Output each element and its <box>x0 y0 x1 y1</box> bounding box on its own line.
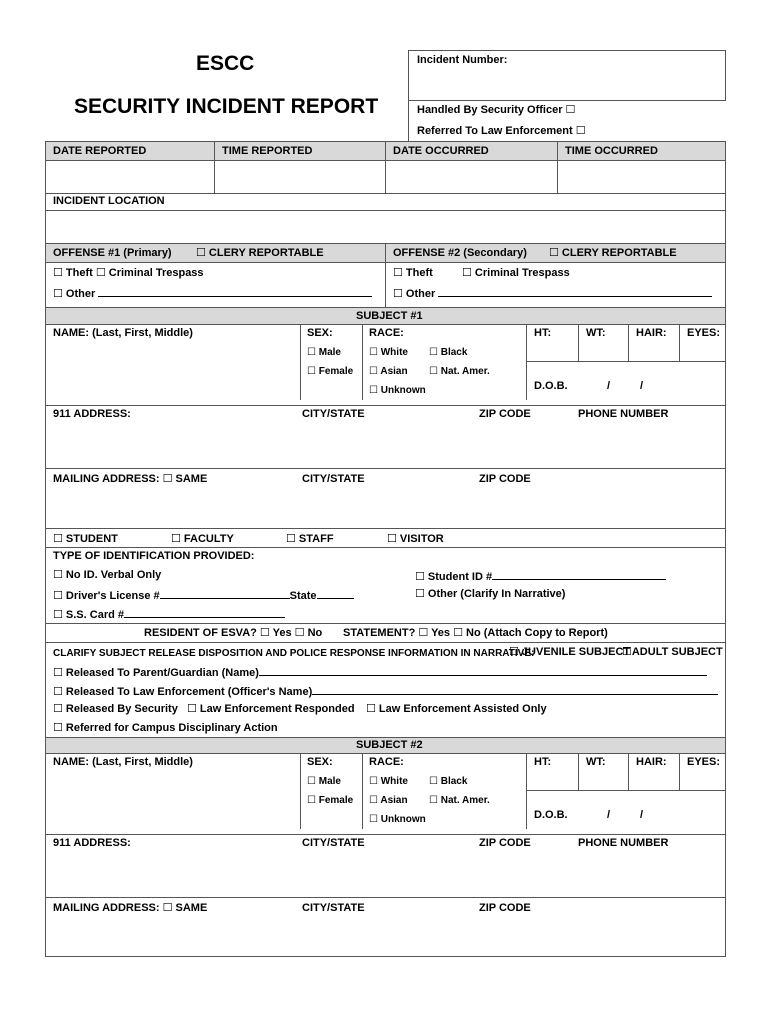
subject1-city-state2-label: CITY/STATE <box>302 473 365 485</box>
released-to-parent-checkbox[interactable] <box>53 665 707 680</box>
subject1-eyes-label: EYES: <box>687 327 721 339</box>
subject2-wt-label: WT: <box>586 756 606 768</box>
subject2-eyes-label: EYES: <box>687 756 721 768</box>
subject2-ht-label: HT: <box>534 756 552 768</box>
subject1-zip2-label: ZIP CODE <box>479 473 531 485</box>
juvenile-subject-checkbox[interactable]: ☐ JUVENILE SUBJECT <box>509 646 631 658</box>
subject2-mailing-address-label[interactable]: MAILING ADDRESS: ☐ SAME <box>53 902 208 914</box>
subject2-phone-label: PHONE NUMBER <box>578 837 669 849</box>
student-checkbox[interactable]: ☐ STUDENT <box>53 533 118 545</box>
clarify-release-label: CLARIFY SUBJECT RELEASE DISPOSITION AND POLICE RESPONSE INFORMATION IN NARRATIVE: <box>53 648 535 659</box>
subject2-dob-slash2: / <box>640 809 644 821</box>
subject2-race-label: RACE: <box>369 756 404 768</box>
offense2-other-label: ☐ Other <box>393 288 436 300</box>
offense1-other-line[interactable] <box>98 286 372 297</box>
date-reported-label: DATE REPORTED <box>53 145 147 157</box>
state-line[interactable] <box>317 588 354 599</box>
subject1-zip-label: ZIP CODE <box>479 408 531 420</box>
le-assisted-checkbox[interactable]: ☐ Law Enforcement Assisted Only <box>366 703 547 715</box>
subject1-wt-label: WT: <box>586 327 606 339</box>
subject2-heading: SUBJECT #2 <box>356 739 423 751</box>
released-to-le-label: ☐ Released To Law Enforcement (Officer's Name) <box>53 686 313 698</box>
subject1-nat-amer-checkbox[interactable]: ☐ Nat. Amer. <box>429 366 490 377</box>
incident-location-label: INCIDENT LOCATION <box>53 195 165 207</box>
state-label: State <box>289 590 317 602</box>
subject1-phone-label: PHONE NUMBER <box>578 408 669 420</box>
subject1-white-checkbox[interactable]: ☐ White <box>369 347 408 358</box>
subject2-city-state-label: CITY/STATE <box>302 837 365 849</box>
no-id-checkbox[interactable]: ☐ No ID. Verbal Only <box>53 569 162 581</box>
ss-card-checkbox[interactable] <box>53 607 285 622</box>
visitor-checkbox[interactable]: ☐ VISITOR <box>387 533 444 545</box>
id-other-checkbox[interactable]: ☐ Other (Clarify In Narrative) <box>415 588 566 600</box>
subject1-ht-label: HT: <box>534 327 552 339</box>
student-id-line[interactable] <box>492 569 666 580</box>
referred-to-le-checkbox[interactable]: Referred To Law Enforcement ☐ <box>417 125 586 137</box>
adult-subject-checkbox[interactable]: ☐ADULT SUBJECT <box>622 646 723 658</box>
offense2-clery-checkbox[interactable]: ☐ CLERY REPORTABLE <box>549 247 677 259</box>
subject2-911-address-label: 911 ADDRESS: <box>53 837 131 849</box>
time-occurred-label: TIME OCCURRED <box>565 145 658 157</box>
ss-card-label: ☐ S.S. Card # <box>53 609 124 621</box>
subject1-male-checkbox[interactable]: ☐ Male <box>307 347 341 358</box>
subject1-asian-checkbox[interactable]: ☐ Asian <box>369 366 408 377</box>
student-id-label: ☐ Student ID # <box>415 571 493 583</box>
le-responded-checkbox[interactable]: ☐ Law Enforcement Responded <box>187 703 355 715</box>
drivers-license-label: ☐ Driver's License # <box>53 590 160 602</box>
subject2-nat-amer-checkbox[interactable]: ☐ Nat. Amer. <box>429 795 490 806</box>
subject2-unknown-checkbox[interactable]: ☐ Unknown <box>369 814 426 825</box>
org-name: ESCC <box>196 52 255 75</box>
subject1-female-checkbox[interactable]: ☐ Female <box>307 366 354 377</box>
handled-by-security-checkbox[interactable]: Handled By Security Officer ☐ <box>417 104 576 116</box>
subject2-male-checkbox[interactable]: ☐ Male <box>307 776 341 787</box>
offense1-label: OFFENSE #1 (Primary) <box>53 247 172 259</box>
student-id-checkbox[interactable] <box>415 569 666 584</box>
released-by-security-checkbox[interactable]: ☐ Released By Security <box>53 703 178 715</box>
subject2-female-checkbox[interactable]: ☐ Female <box>307 795 354 806</box>
offense2-label: OFFENSE #2 (Secondary) <box>393 247 527 259</box>
statement-question[interactable]: STATEMENT? ☐ Yes ☐ No (Attach Copy to Report) <box>343 627 608 639</box>
released-to-parent-label: ☐ Released To Parent/Guardian (Name) <box>53 667 259 679</box>
subject2-dob-slash1: / <box>607 809 611 821</box>
subject2-city-state2-label: CITY/STATE <box>302 902 365 914</box>
subject2-sex-label: SEX: <box>307 756 333 768</box>
offense2-trespass-checkbox[interactable]: ☐ Criminal Trespass <box>462 267 570 279</box>
report-title: SECURITY INCIDENT REPORT <box>74 95 379 118</box>
subject1-sex-label: SEX: <box>307 327 333 339</box>
subject1-hair-label: HAIR: <box>636 327 667 339</box>
subject2-black-checkbox[interactable]: ☐ Black <box>429 776 468 787</box>
subject1-mailing-address-label[interactable]: MAILING ADDRESS: ☐ SAME <box>53 473 208 485</box>
offense1-theft-trespass-checkbox[interactable]: ☐ Theft ☐ Criminal Trespass <box>53 267 204 279</box>
offense1-other-label: ☐ Other <box>53 288 96 300</box>
subject1-race-label: RACE: <box>369 327 404 339</box>
subject2-white-checkbox[interactable]: ☐ White <box>369 776 408 787</box>
offense2-other-checkbox[interactable] <box>393 286 712 301</box>
released-to-le-checkbox[interactable] <box>53 684 718 699</box>
drivers-license-checkbox[interactable] <box>53 588 354 603</box>
released-to-le-line[interactable] <box>312 684 718 695</box>
subject2-asian-checkbox[interactable]: ☐ Asian <box>369 795 408 806</box>
subject2-hair-label: HAIR: <box>636 756 667 768</box>
referred-disciplinary-checkbox[interactable]: ☐ Referred for Campus Disciplinary Action <box>53 722 278 734</box>
incident-number-label: Incident Number: <box>417 54 508 66</box>
date-occurred-label: DATE OCCURRED <box>393 145 489 157</box>
subject2-zip-label: ZIP CODE <box>479 837 531 849</box>
subject1-black-checkbox[interactable]: ☐ Black <box>429 347 468 358</box>
drivers-license-line[interactable] <box>160 588 290 599</box>
offense2-other-line[interactable] <box>438 286 712 297</box>
subject1-dob-slash2: / <box>640 380 644 392</box>
offense1-other-checkbox[interactable] <box>53 286 372 301</box>
offense2-theft-checkbox[interactable]: ☐ Theft <box>393 267 433 279</box>
subject1-heading: SUBJECT #1 <box>356 310 423 322</box>
released-to-parent-line[interactable] <box>259 665 707 676</box>
subject2-dob-label: D.O.B. <box>534 809 568 821</box>
faculty-checkbox[interactable]: ☐ FACULTY <box>171 533 234 545</box>
subject1-name-label: NAME: (Last, First, Middle) <box>53 327 193 339</box>
subject1-911-address-label: 911 ADDRESS: <box>53 408 131 420</box>
offense1-clery-checkbox[interactable]: ☐ CLERY REPORTABLE <box>196 247 324 259</box>
subject1-city-state-label: CITY/STATE <box>302 408 365 420</box>
identification-heading: TYPE OF IDENTIFICATION PROVIDED: <box>53 550 255 562</box>
subject2-zip2-label: ZIP CODE <box>479 902 531 914</box>
subject1-unknown-checkbox[interactable]: ☐ Unknown <box>369 385 426 396</box>
subject2-name-label: NAME: (Last, First, Middle) <box>53 756 193 768</box>
staff-checkbox[interactable]: ☐ STAFF <box>286 533 334 545</box>
ss-card-line[interactable] <box>124 607 285 618</box>
subject1-dob-label: D.O.B. <box>534 380 568 392</box>
subject1-dob-slash1: / <box>607 380 611 392</box>
time-reported-label: TIME REPORTED <box>222 145 313 157</box>
resident-esva-question[interactable]: RESIDENT OF ESVA? ☐ Yes ☐ No <box>144 627 323 639</box>
